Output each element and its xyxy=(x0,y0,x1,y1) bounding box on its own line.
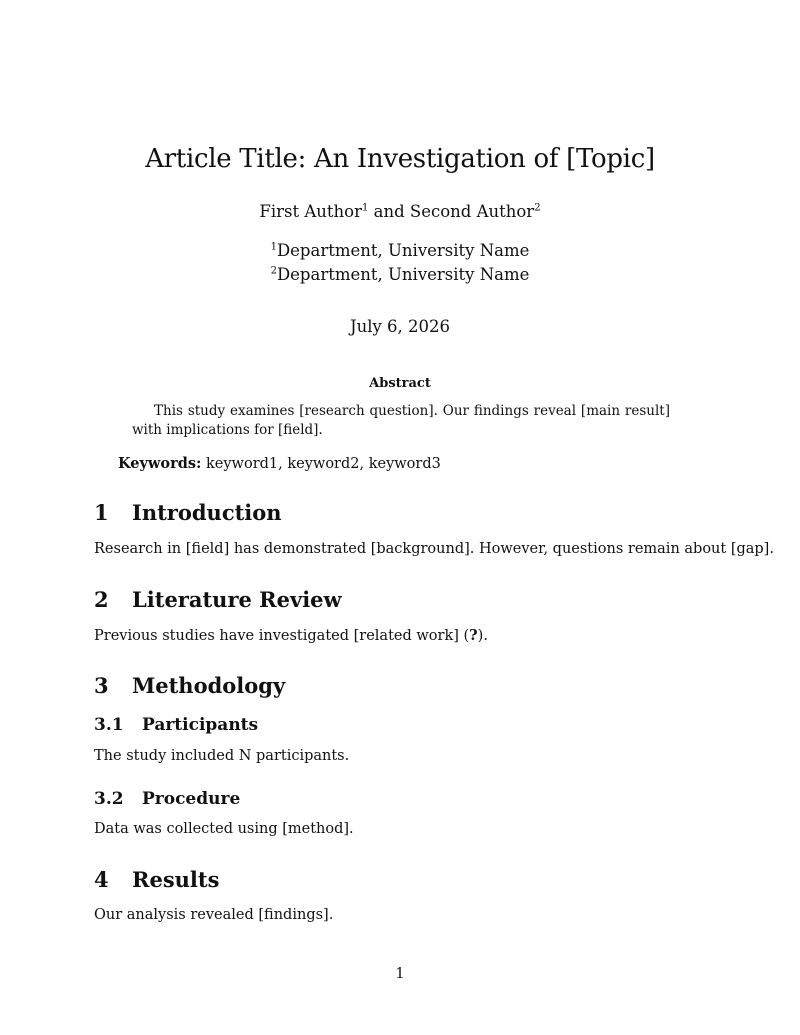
subsection-procedure-heading xyxy=(94,789,240,809)
abstract-body: This study examines [research question]. Our findings reveal [main result] with implications for [field]. xyxy=(132,403,670,438)
subsection-procedure-text: Data was collected using [method]. xyxy=(94,821,354,837)
paper-title: Article Title: An Investigation of [Topic] xyxy=(145,144,655,174)
literature-text-after: ). xyxy=(477,628,488,644)
abstract-heading: Abstract xyxy=(369,376,431,391)
section-introduction-text: Research in [field] has demonstrated [background]. However, questions remain about [gap]. xyxy=(94,541,774,557)
subsection-participants-heading xyxy=(94,715,258,735)
first-author-mark: 1 xyxy=(361,202,369,214)
second-author-mark: 2 xyxy=(534,202,541,214)
second-author: Second Author xyxy=(409,202,535,221)
affiliation-2 xyxy=(0,265,800,284)
section-number: 3 xyxy=(94,673,109,698)
first-author: First Author xyxy=(259,202,362,221)
literature-text-before: Previous studies have investigated [related work] ( xyxy=(94,628,470,644)
subsection-title: Participants xyxy=(142,715,259,735)
section-results-heading xyxy=(94,867,219,892)
subsection-number: 3.2 xyxy=(94,789,124,809)
affiliation-2-text: Department, University Name xyxy=(276,265,530,284)
affiliation-1-text: Department, University Name xyxy=(276,241,530,260)
keywords-text: keyword1, keyword2, keyword3 xyxy=(206,456,441,472)
page-number: 1 xyxy=(395,966,405,982)
section-number: 2 xyxy=(94,587,109,612)
section-title: Introduction xyxy=(132,500,282,525)
subsection-title: Procedure xyxy=(142,789,241,809)
affiliation-1-mark: 1 xyxy=(270,241,277,253)
keywords-line xyxy=(118,455,441,472)
section-number: 1 xyxy=(94,500,109,525)
affiliation-1 xyxy=(0,241,800,260)
section-introduction-heading xyxy=(94,500,282,525)
subsection-participants-text: The study included N participants. xyxy=(94,748,350,764)
citation-placeholder: ? xyxy=(469,627,478,644)
author-connector: and xyxy=(368,202,410,221)
author-line xyxy=(0,202,800,221)
section-literature-review-text xyxy=(94,627,714,644)
section-title: Methodology xyxy=(132,673,286,698)
section-number: 4 xyxy=(94,867,109,892)
section-literature-review-heading xyxy=(94,587,342,612)
section-title: Results xyxy=(132,867,220,892)
section-results-text: Our analysis revealed [findings]. xyxy=(94,907,334,923)
keywords-label: Keywords: xyxy=(118,455,202,472)
section-methodology-heading xyxy=(94,673,285,698)
affiliation-2-mark: 2 xyxy=(270,265,277,277)
section-title: Literature Review xyxy=(132,587,342,612)
paper-date: July 6, 2026 xyxy=(349,317,451,336)
subsection-number: 3.1 xyxy=(94,715,124,735)
